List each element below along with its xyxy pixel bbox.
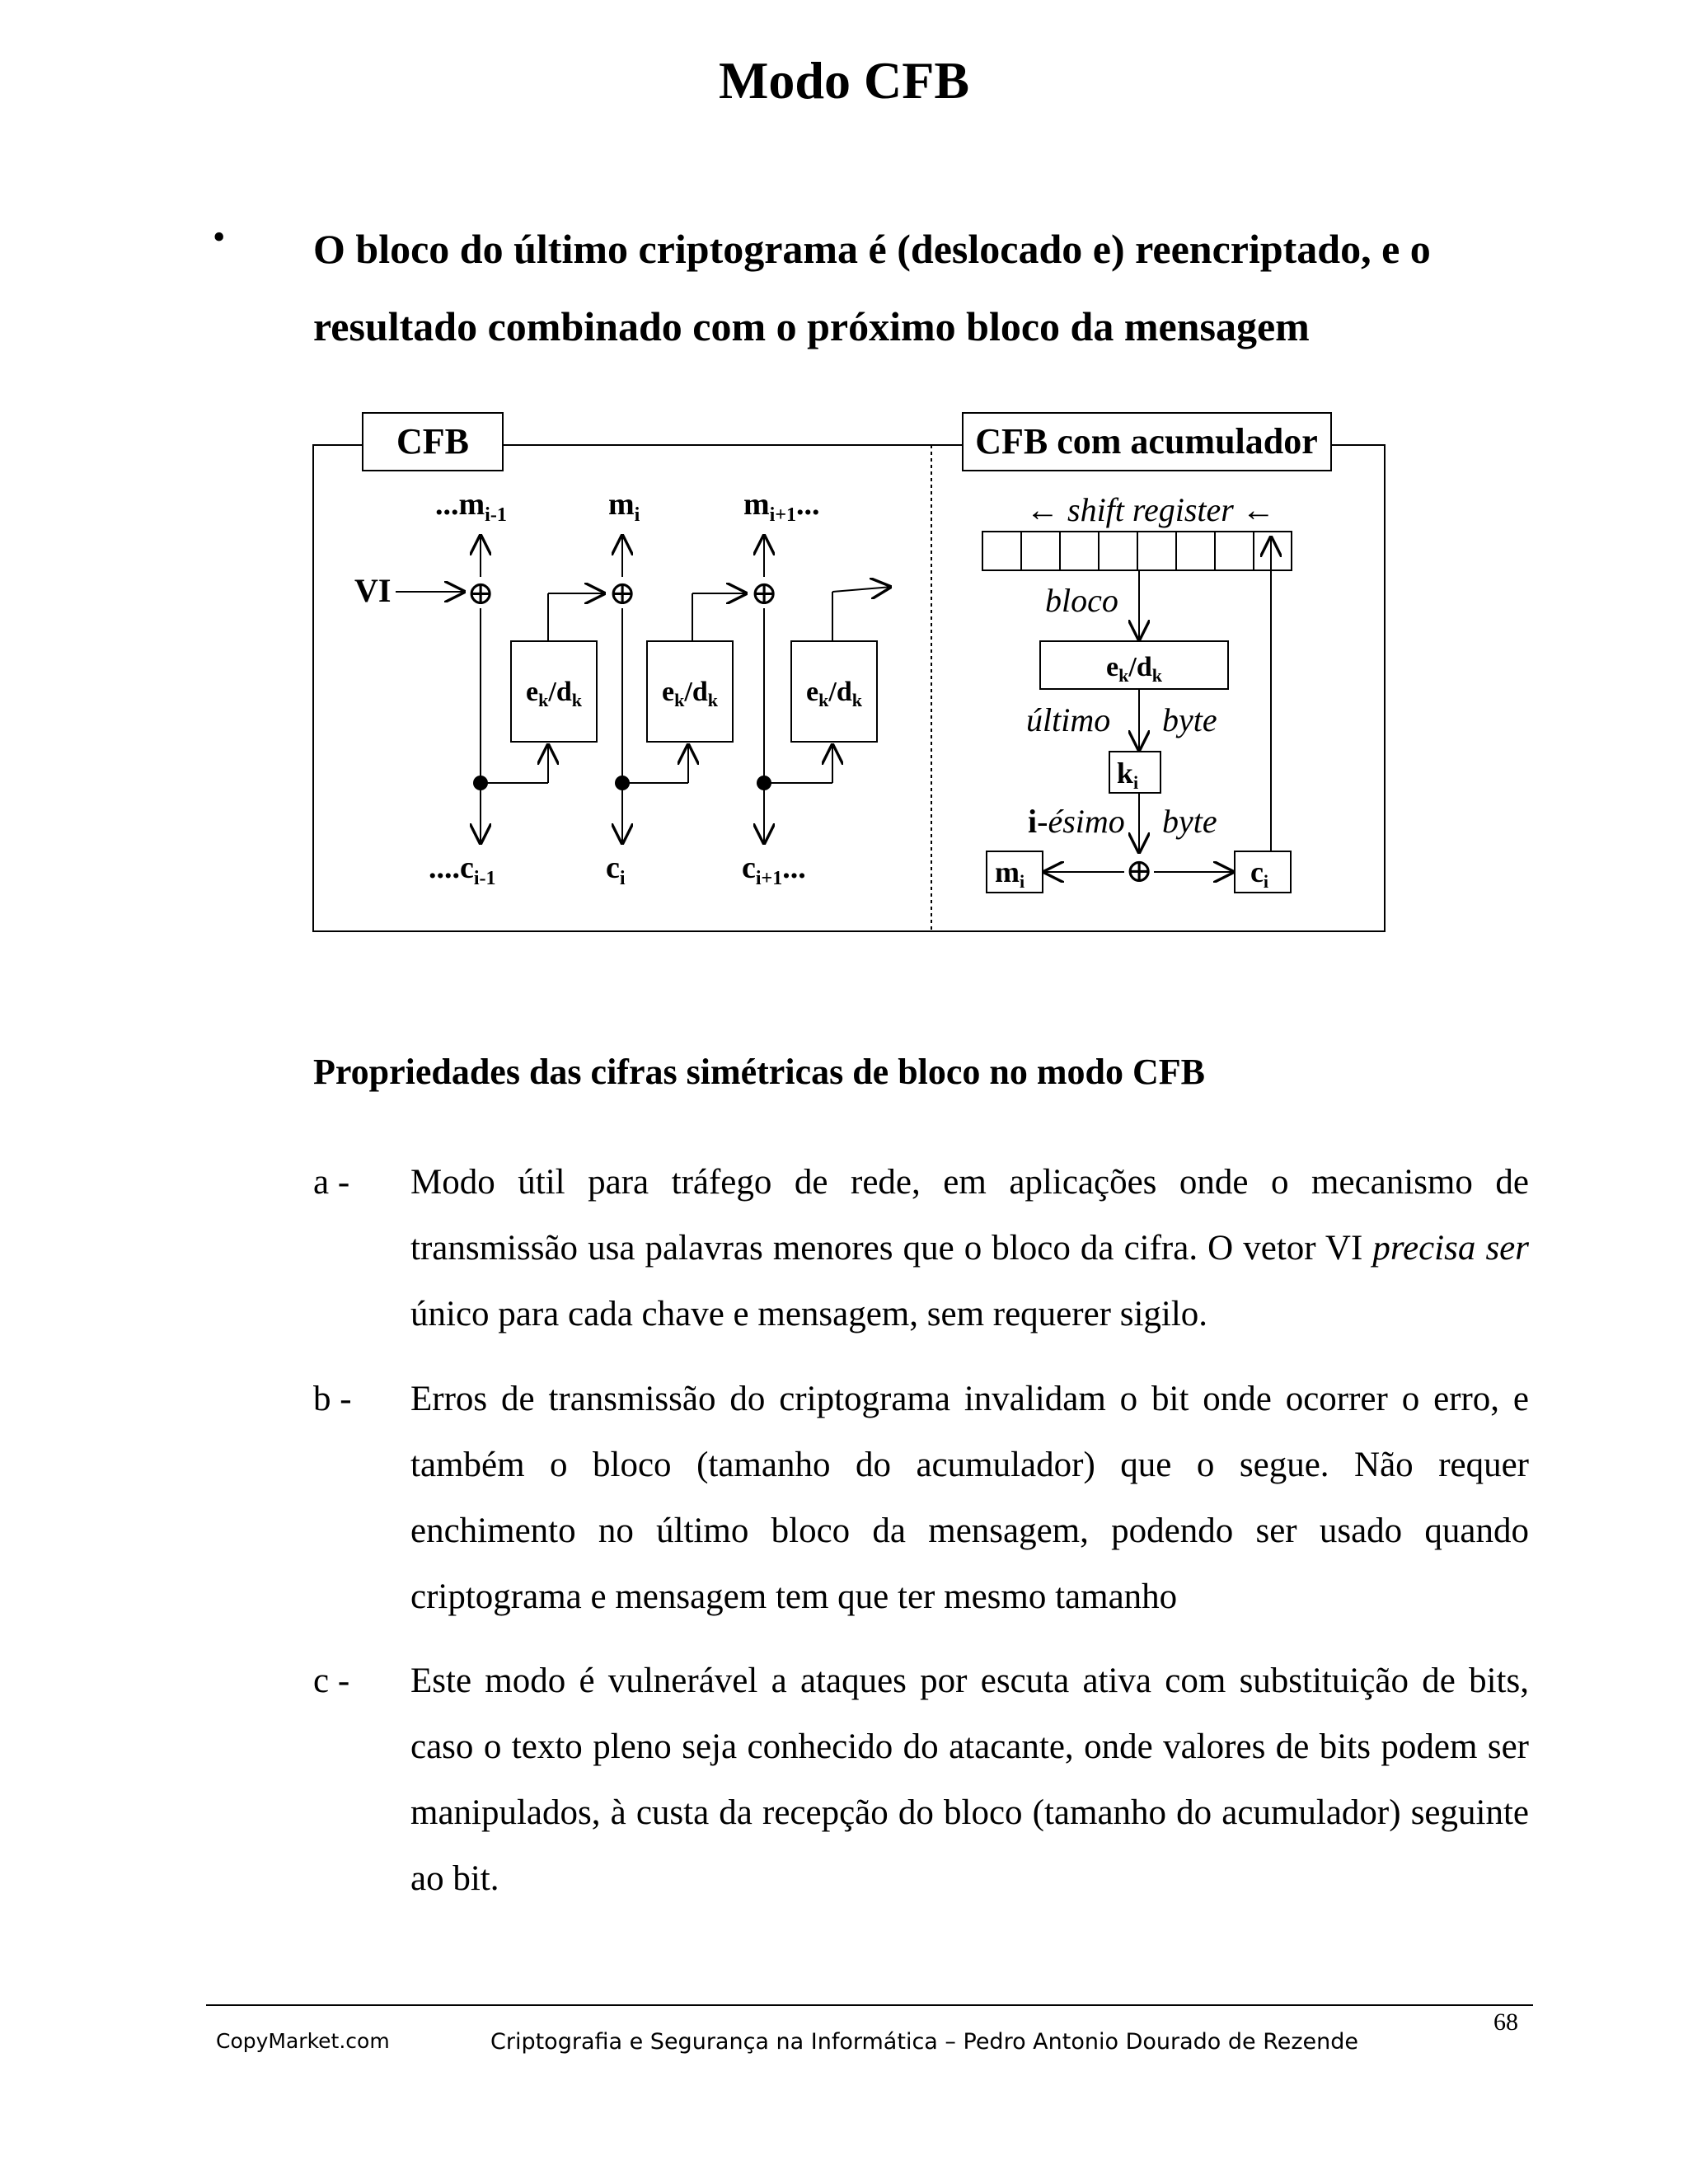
- m-prev-label: $...m_{i-1}$: [435, 487, 507, 526]
- page-title: Modo CFB: [719, 51, 969, 110]
- acc-label: CFB com acumulador: [975, 421, 1318, 462]
- bullet-marker: •: [213, 217, 226, 257]
- page-number: 68: [1493, 2008, 1518, 2036]
- xor-3: ⊕: [750, 574, 778, 612]
- bloco-label: bloco: [1045, 582, 1118, 619]
- vi-label: VI: [354, 572, 392, 609]
- item-text: Erros de transmissão do criptograma invalidam o bit onde ocorrer o erro, e também o bloco (tamanho do acumulador) que o segue. Não requer enchimento no último bloco da mensagem, podendo ser usado quando criptograma e mensagem tem que ter mesmo tamanho: [410, 1380, 1529, 1616]
- svg-text:ek/dk: $e_k/d_k$: [662, 677, 718, 710]
- m-cur-label: $m_i$: [608, 487, 640, 526]
- c-prev-label: $....c_{i-1}$: [429, 851, 496, 889]
- footer-publisher: CopyMarket.com: [216, 2029, 390, 2053]
- item-label: a -: [313, 1163, 350, 1202]
- shift-register-label: ← shift register ←: [1026, 491, 1275, 528]
- xor-2: ⊕: [608, 574, 636, 612]
- xor-1: ⊕: [467, 574, 495, 612]
- footer-rule: [206, 2004, 1533, 2006]
- list-item-b: [313, 1366, 1529, 1630]
- list-item-c: [313, 1648, 1529, 1912]
- shift-register-cells: [982, 532, 1292, 570]
- item-text: Este modo é vulnerável a ataques por escuta ativa com substituição de bits, caso o texto pleno seja conhecido do atacante, onde valores de bits podem ser manipulados, à custa da recepção do bloco (tamanho do acumulador) seguinte ao bit.: [410, 1661, 1529, 1898]
- cfb-label: CFB: [396, 421, 469, 462]
- svg-text:ki: ki: [1116, 757, 1139, 793]
- svg-text:mi: mi: [994, 855, 1025, 892]
- footer-book-title: Criptografia e Segurança na Informática – Pedro Antonio Dourado de Rezende: [490, 2029, 1359, 2055]
- byte-label-1: byte: [1162, 701, 1217, 738]
- c-cur-label: $c_i$: [606, 851, 626, 889]
- xor-acc: ⊕: [1125, 852, 1153, 889]
- m-next-label: $m_{i+1}$...: [743, 487, 820, 526]
- item-text: Modo útil para tráfego de rede, em aplicações onde o mecanismo de transmissão usa palavras menores que o bloco da cifra. O vetor VI precisa ser único para cada chave e mensagem, sem requerer sigilo.: [410, 1163, 1529, 1333]
- svg-text:ek/dk: $e_k/d_k$: [1106, 652, 1162, 686]
- list-item-a: [313, 1150, 1529, 1347]
- item-label: b -: [313, 1380, 352, 1418]
- ultimo-label: último: [1026, 701, 1111, 738]
- i-esimo-label: i-ésimo: [1028, 803, 1125, 840]
- cfb-diagram: [0, 396, 1688, 956]
- svg-text:ci: ci: [1250, 855, 1269, 892]
- c-next-label: $c_{i+1}$...: [742, 851, 806, 889]
- section-subtitle: Propriedades das cifras simétricas de bloco no modo CFB: [313, 1052, 1206, 1092]
- svg-text:ek/dk: $e_k/d_k$: [806, 677, 862, 710]
- lead-paragraph: O bloco do último criptograma é (deslocado e) reencriptado, e o resultado combinado com o próximo bloco da mensagem: [313, 226, 1431, 349]
- byte-label-2: byte: [1162, 803, 1217, 840]
- item-label: c -: [313, 1661, 350, 1700]
- svg-text:ek/dk: $e_k/d_k$: [526, 677, 582, 710]
